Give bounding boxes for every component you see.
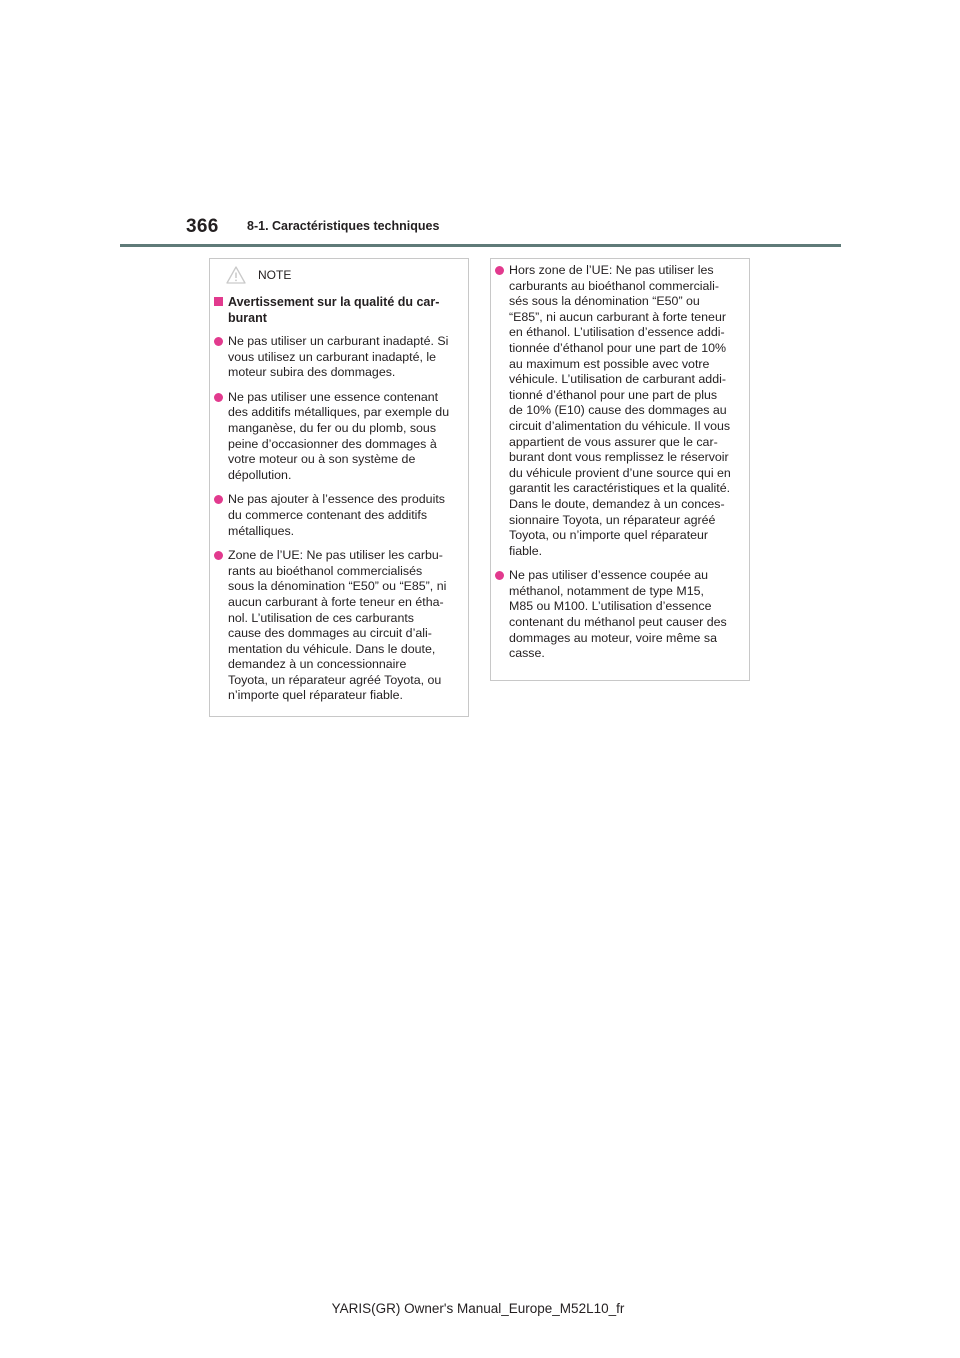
bullet-line: métalliques. [228,523,295,538]
heading-line: burant [228,310,267,325]
bullet-item [210,492,456,539]
footer-text: YARIS(GR) Owner's Manual_Europe_M52L10_fr [331,1301,625,1316]
bullet-line: du commerce contenant des additifs [228,507,428,522]
bullet-line: circuit d’alimentation du véhicule. Il vous [509,418,731,433]
bullet-dot-icon [495,571,504,580]
bullet-line: Toyota, un réparateur agréé Toyota, ou [228,672,442,687]
bullet-line: contenant du méthanol peut causer des [509,615,727,630]
bullet-line: Toyota, ou n’importe quel réparateur [509,528,709,543]
bullet-line: Zone de l’UE: Ne pas utiliser les carbu- [228,548,443,563]
bullet-line: n’importe quel réparateur fiable. [228,688,403,703]
bullet-line: cause des dommages au circuit d’ali- [228,626,432,641]
left-bullet-list [210,334,456,704]
bullet-line: fiable. [509,543,543,558]
bullet-line: burant dont vous remplissez le réservoir [509,450,729,465]
bullet-line: véhicule. L’utilisation de carburant addi- [509,372,726,387]
bullet-line: casse. [509,646,545,661]
bullet-line: en éthanol. L’utilisation d’essence addi- [509,325,725,340]
bullet-line: Hors zone de l’UE: Ne pas utiliser les [509,263,714,277]
bullet-line: dommages au moteur, voire même sa [509,630,717,645]
bullet-line: Ne pas utiliser un carburant inadapté. Si [228,334,449,348]
bullet-dot-icon [214,337,223,346]
note-header [210,263,456,287]
bullet-line: de 10% (E10) cause des dommages au [509,403,727,418]
bullet-line: manganèse, du fer ou du plomb, sous [228,420,437,435]
note-box-right [490,258,750,681]
bullet-item [210,548,456,704]
bullet-line: M85 ou M100. L’utilisation d’essence [509,599,712,614]
bullet-line: votre moteur ou à son système de [228,452,416,467]
note-label: NOTE [258,268,292,282]
bullet-line: méthanol, notamment de type M15, [509,583,704,598]
bullet-line: Ne pas utiliser une essence contenant [228,389,439,404]
bullet-line: tionné d’éthanol pour une part de plus [509,387,718,402]
bullet-line: nol. L’utilisation de ces carburants [228,610,414,625]
bullet-line: carburants au bioéthanol commerciali- [509,278,720,293]
bullet-line: du véhicule provient d’une source qui en [509,465,731,480]
bullet-item [491,568,737,662]
bullet-dot-icon [495,266,504,275]
bullet-line: Ne pas utiliser d’essence coupée au [509,568,709,583]
note-heading [210,295,456,326]
bullet-item [210,390,456,484]
bullet-line: dépollution. [228,467,292,482]
warning-triangle-icon [226,266,246,289]
bullet-line: “E85”, ni aucun carburant à forte teneur [509,309,726,324]
bullet-item [491,263,737,559]
bullet-dot-icon [214,495,223,504]
bullet-item [210,334,456,381]
bullet-line: peine d’occasionner des dommages à [228,436,437,451]
bullet-line: vous utilisez un carburant inadapté, le [228,349,437,364]
bullet-line: des additifs métalliques, par exemple du [228,405,450,420]
bullet-dot-icon [214,393,223,402]
note-box-left [209,258,469,717]
bullet-line: sionnaire Toyota, un réparateur agréé [509,512,716,527]
bullet-line: Dans le doute, demandez à un conces- [509,496,725,511]
bullet-line: aucun carburant à forte teneur en étha- [228,594,444,609]
bullet-line: rants au bioéthanol commercialisés [228,563,423,578]
section-title: 8-1. Caractéristiques techniques [247,219,440,233]
page-number: 366 [186,216,219,237]
square-bullet-icon [214,297,223,306]
bullet-line: garantit les caractéristiques et la qualité. [509,481,731,496]
bullet-line: sous la dénomination “E50” ou “E85”, ni [228,579,447,594]
bullet-line: demandez à un concessionnaire [228,657,407,672]
bullet-line: moteur subira des dommages. [228,365,396,380]
header-rule [120,244,841,247]
bullet-line: mentation du véhicule. Dans le doute, [228,641,436,656]
bullet-line: appartient de vous assurer que le car- [509,434,718,449]
bullet-line: au maximum est possible avec votre [509,356,710,371]
right-bullet-list [491,259,737,662]
bullet-dot-icon [214,551,223,560]
bullet-line: Ne pas ajouter à l’essence des produits [228,492,445,507]
heading-line: Avertissement sur la qualité du car- [228,295,440,309]
bullet-line: sés sous la dénomination “E50” ou [509,294,700,309]
bullet-line: tionnée d’éthanol pour une part de 10% [509,340,727,355]
